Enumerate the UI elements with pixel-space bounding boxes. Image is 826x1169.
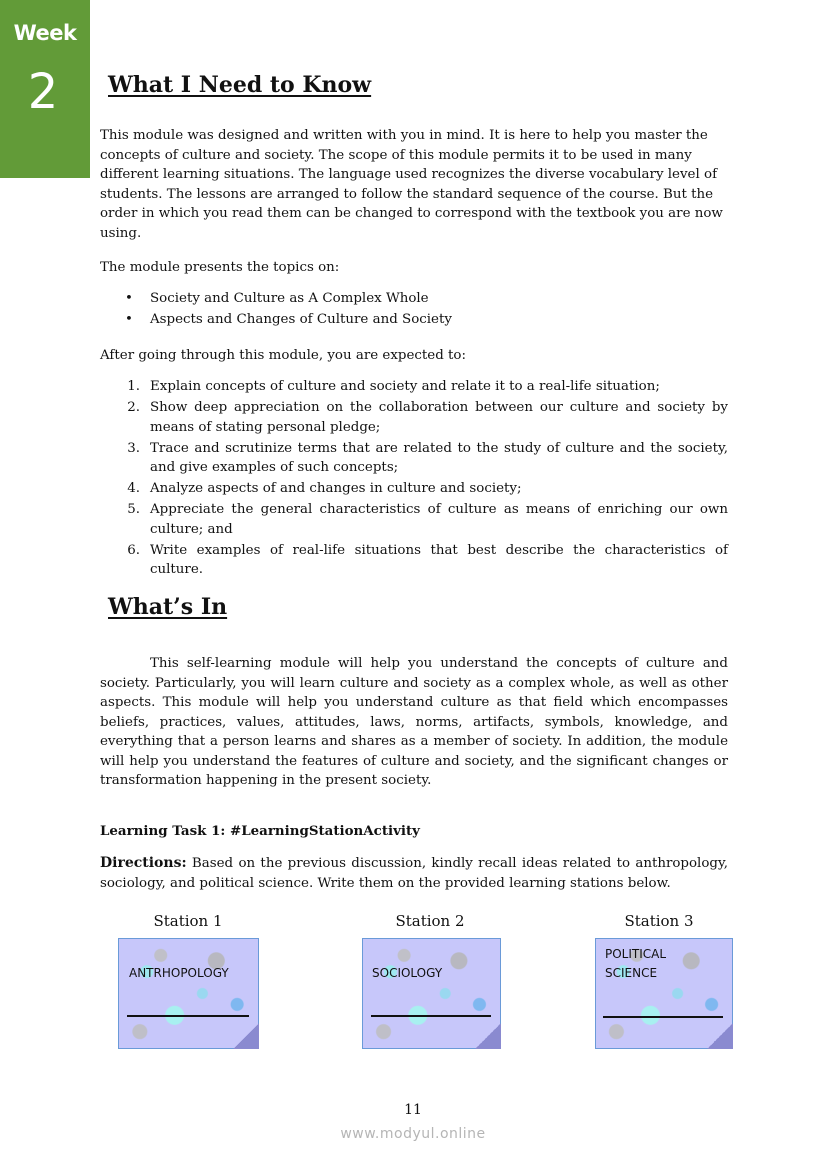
topics-list [100, 289, 728, 331]
answer-line [127, 1015, 249, 1017]
directions-label: Directions: [100, 855, 187, 871]
list-item: 5. Appreciate the general characteristics of culture as means of enriching our own culture; and [127, 502, 728, 537]
week-label: Week [13, 21, 77, 45]
list-item: • Society and Culture as A Complex Whole [125, 291, 429, 306]
topics-intro: The module presents the topics on: [100, 260, 340, 275]
page-number: 11 [404, 1102, 422, 1118]
objectives-intro: After going through this module, you are expected to: [100, 348, 466, 363]
intro-paragraph: This module was designed and written with you in mind. It is here to help you master the concepts of culture and society. The scope of this module permits it to be used in many different learning situations. The language used recognizes the diverse vocabulary level of students. The lessons are arranged to follow the standard sequence of the course. But the order in which you read them can be changed to correspond with the textbook you are now using. [100, 128, 723, 241]
heading-what-i-need-to-know: What I Need to Know [108, 72, 372, 98]
folded-corner-icon [475, 1023, 501, 1049]
station-2-label: Station 2 [395, 912, 465, 930]
directions: Directions: Based on the previous discussion, kindly recall ideas related to anthropology, sociology, and political science. Write them on the provided learning stations below. [100, 855, 728, 891]
station-3-label: Station 3 [624, 912, 694, 930]
station-1-note: ANTRHOPOLOGY [118, 938, 259, 1049]
list-item: • Aspects and Changes of Culture and Society [125, 312, 452, 327]
folded-corner-icon [707, 1023, 733, 1049]
week-badge [0, 0, 90, 178]
folded-corner-icon [233, 1023, 259, 1049]
list-item: 6. Write examples of real-life situations that best describe the characteristics of culture. [127, 542, 728, 577]
heading-whats-in: What’s In [108, 594, 228, 620]
list-item: 1. Explain concepts of culture and society and relate it to a real-life situation; [127, 379, 660, 394]
list-item: 4. Analyze aspects of and changes in culture and society; [127, 481, 522, 496]
list-item: 3. Trace and scrutinize terms that are related to the study of culture and the society, and give examples of such concepts; [127, 440, 728, 475]
list-item: 2. Show deep appreciation on the collaboration between our culture and society by means of stating personal pledge; [127, 400, 728, 435]
task-title: Learning Task 1: #LearningStationActivity [100, 823, 420, 839]
station-2-note: SOCIOLOGY [362, 938, 501, 1049]
objectives-list [100, 377, 728, 581]
station-3-note: POLITICAL SCIENCE [595, 938, 734, 1049]
whats-in-paragraph: This self-learning module will help you understand the concepts of culture and society. Particularly, you will learn culture and society as a complex whole, as well as other aspects. This module will help you understand culture as that field which encompasses beliefs, practices, values, attitudes, laws, norms, artifacts, symbols, knowledge, and everything that a person learns and shares as a member of society. In addition, the module will help you understand the features of culture and society, and the significant changes or transformation happening in the present society. [100, 656, 728, 788]
watermark: www.modyul.online [340, 1126, 486, 1142]
answer-line [603, 1016, 723, 1018]
week-number: 2 [27, 64, 59, 120]
answer-line [371, 1015, 491, 1017]
station-1-label: Station 1 [153, 912, 223, 930]
